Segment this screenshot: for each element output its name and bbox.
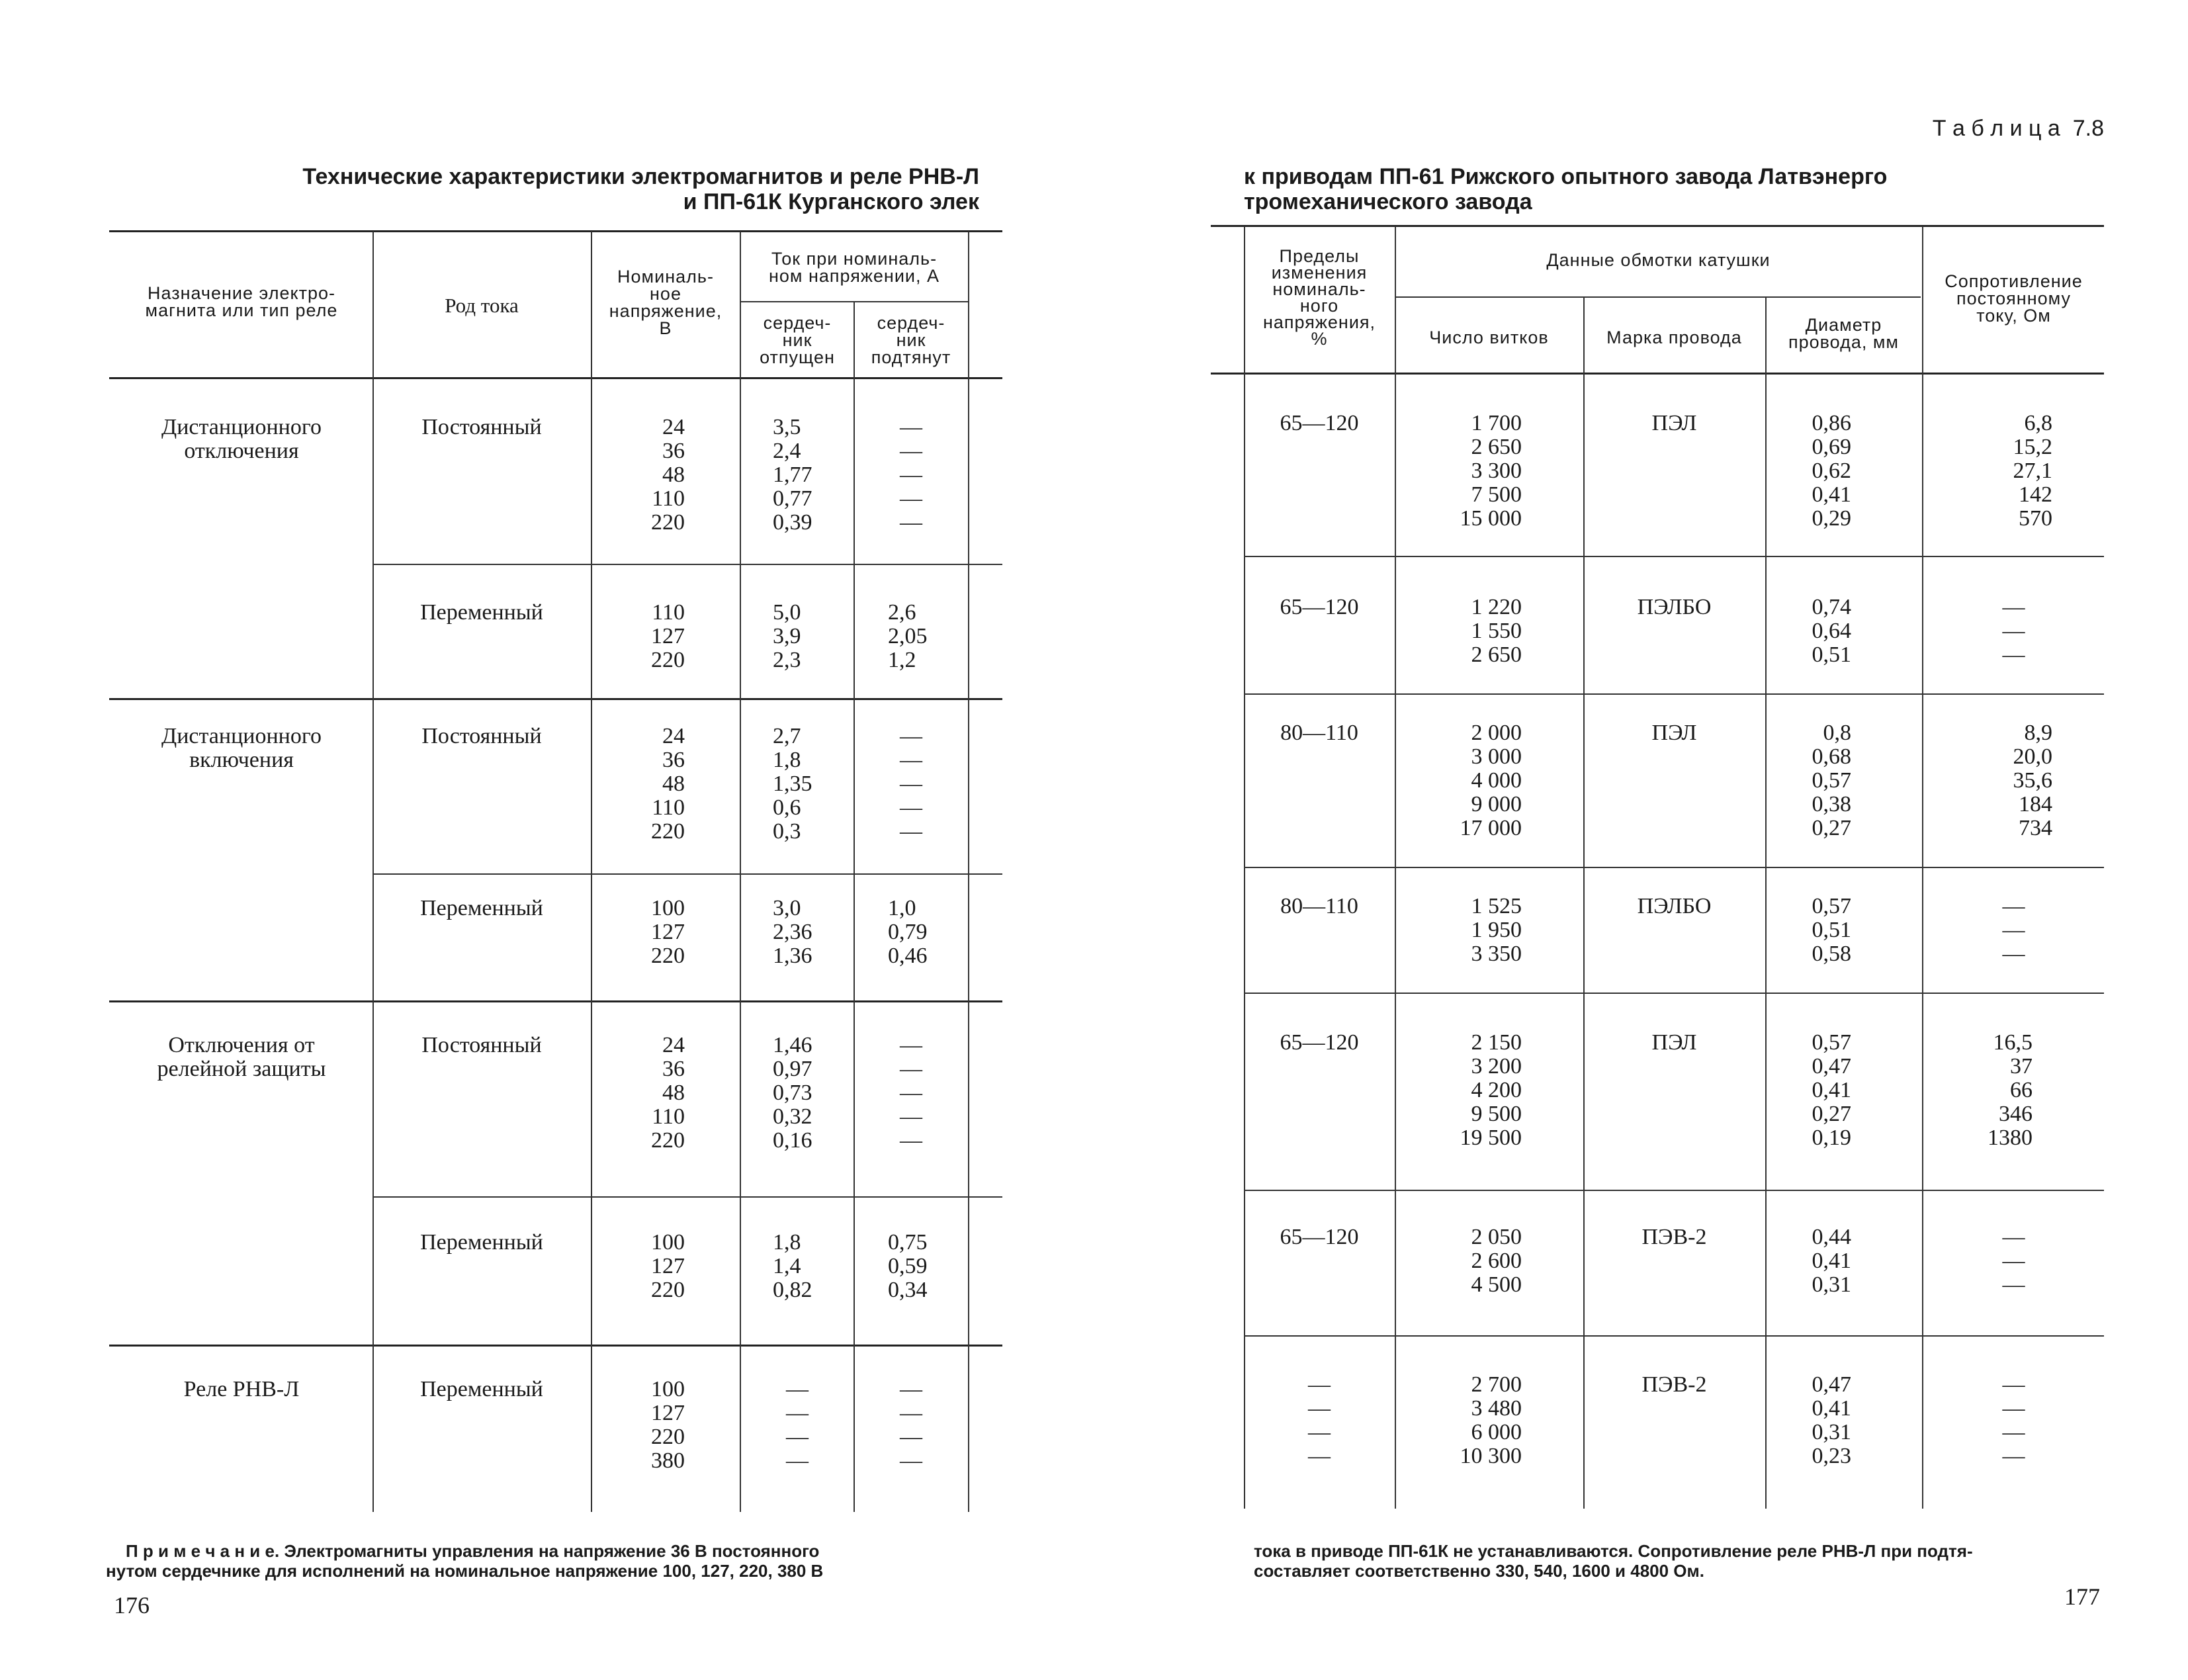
left-released-cell: 3,0 2,36 1,36 [773,896,812,968]
header-coil-data: Данные обмотки катушки [1546,250,1771,270]
right-turns-cell: 1 525 1 950 3 350 [1471,894,1522,966]
header-current-at-nominal: Ток при номиналь- ном напряжении, А [768,249,940,286]
left-title-line1: Технические характеристики электромагнитов и реле РНВ-Л [302,164,979,189]
header-turns: Число витков [1429,328,1549,347]
left-voltage-cell: 110 127 220 [651,600,685,672]
left-attracted-cell: 2,6 2,05 1,2 [888,600,928,672]
right-limits-cell: 65—120 [1280,1225,1359,1249]
left-title-line2: и ПП-61К Курганского элек [683,189,979,214]
right-limits-cell: — — — — [1308,1372,1331,1468]
left-current-cell: Постоянный [421,724,542,748]
left-voltage-cell: 24 36 48 110 220 [651,724,685,844]
right-diameter-cell: 0,44 0,41 0,31 [1812,1225,1851,1297]
right-resistance-cell: 16,5 37 66 346 1380 [1988,1030,2033,1150]
right-turns-cell: 2 000 3 000 4 000 9 000 17 000 [1460,721,1522,840]
right-note-line1: тока в приводе ПП-61К не устанавливаются. Сопротивление реле РНВ-Л при подтя- [1254,1541,1973,1561]
right-limits-cell: 65—120 [1280,1030,1359,1055]
left-current-cell: Постоянный [421,1033,542,1057]
header-limits: Пределы изменения номиналь- ного напряжения, % [1262,246,1376,349]
left-current-cell: Переменный [420,896,543,920]
left-purpose-cell: Реле РНВ-Л [183,1377,300,1401]
left-voltage-cell: 24 36 48 110 220 [651,1033,685,1153]
header-core-attracted: сердеч- ник подтянут [871,313,951,367]
left-purpose-cell: Дистанционного отключения [161,415,322,463]
left-attracted-cell: 0,75 0,59 0,34 [888,1230,928,1302]
left-page-number: 176 [114,1592,150,1618]
right-turns-cell: 1 700 2 650 3 300 7 500 15 000 [1460,411,1522,531]
right-diameter-cell: 0,86 0,69 0,62 0,41 0,29 [1812,411,1851,531]
header-wire-brand: Марка провода [1606,328,1742,347]
left-released-cell: 3,5 2,4 1,77 0,77 0,39 [773,415,812,535]
left-voltage-cell: 24 36 48 110 220 [651,415,685,535]
right-brand-cell: ПЭЛ [1651,1030,1697,1055]
header-core-released: сердеч- ник отпущен [760,313,835,367]
left-current-cell: Переменный [420,600,543,625]
right-brand-cell: ПЭВ-2 [1641,1372,1707,1397]
right-limits-cell: 65—120 [1280,411,1359,435]
left-current-cell: Постоянный [421,415,542,439]
header-purpose: Назначение электро- магнита или тип реле [145,283,338,320]
left-released-cell: 2,7 1,8 1,35 0,6 0,3 [773,724,812,844]
right-turns-cell: 2 150 3 200 4 200 9 500 19 500 [1460,1030,1522,1150]
right-resistance-cell: — — — — [2002,1372,2025,1468]
left-voltage-cell: 100 127 220 380 [651,1377,685,1473]
right-diameter-cell: 0,8 0,68 0,57 0,38 0,27 [1812,721,1851,840]
right-page-number: 177 [2064,1583,2100,1610]
right-resistance-cell: — — — [2002,894,2025,966]
left-attracted-cell: — — — — — [900,415,922,535]
right-limits-cell: 65—120 [1280,595,1359,619]
header-resistance: Сопротивление постоянному току, Ом [1945,271,2083,326]
left-voltage-cell: 100 127 220 [651,1230,685,1302]
left-purpose-cell: Дистанционного включения [161,724,322,772]
left-current-cell: Переменный [420,1377,543,1401]
right-note-line2: составляет соответственно 330, 540, 1600 и 4800 Ом. [1254,1561,1704,1581]
header-current-kind: Род тока [445,294,519,317]
right-turns-cell: 2 050 2 600 4 500 [1471,1225,1522,1297]
left-note-line1: П р и м е ч а н и е. Электромагниты управления на напряжение 36 В постоянного [126,1541,820,1561]
left-note-line2: нутом сердечнике для исполнений на номинальное напряжение 100, 127, 220, 380 В [106,1561,824,1581]
right-limits-cell: 80—110 [1280,894,1358,918]
right-resistance-cell: 8,9 20,0 35,6 184 734 [2013,721,2052,840]
right-brand-cell: ПЭЛБО [1637,894,1712,918]
left-attracted-cell: 1,0 0,79 0,46 [888,896,928,968]
table-label: Т а б л и ц а 7.8 [1932,116,2104,141]
right-resistance-cell: 6,8 15,2 27,1 142 570 [2013,411,2052,531]
right-title-line2: тромеханического завода [1244,189,1532,214]
right-title-line1: к приводам ПП-61 Рижского опытного завода Латвэнерго [1244,164,1888,189]
left-attracted-cell: — — — — — [900,724,922,844]
left-released-cell: 5,0 3,9 2,3 [773,600,801,672]
right-resistance-cell: — — — [2002,1225,2025,1297]
left-released-cell: 1,46 0,97 0,73 0,32 0,16 [773,1033,812,1153]
left-attracted-cell: — — — — [900,1377,922,1473]
left-released-cell: 1,8 1,4 0,82 [773,1230,812,1302]
right-limits-cell: 80—110 [1280,721,1358,745]
right-brand-cell: ПЭВ-2 [1641,1225,1707,1249]
left-voltage-cell: 100 127 220 [651,896,685,968]
right-brand-cell: ПЭЛ [1651,411,1697,435]
right-turns-cell: 2 700 3 480 6 000 10 300 [1460,1372,1522,1468]
header-wire-diameter: Диаметр провода, мм [1788,315,1899,352]
right-diameter-cell: 0,74 0,64 0,51 [1812,595,1851,667]
right-turns-cell: 1 220 1 550 2 650 [1471,595,1522,667]
right-diameter-cell: 0,57 0,47 0,41 0,27 0,19 [1812,1030,1851,1150]
header-nominal-voltage: Номиналь- ное напряжение, В [609,267,722,338]
right-brand-cell: ПЭЛ [1651,721,1697,745]
right-diameter-cell: 0,47 0,41 0,31 0,23 [1812,1372,1851,1468]
right-diameter-cell: 0,57 0,51 0,58 [1812,894,1851,966]
right-resistance-cell: — — — [2002,595,2025,667]
left-purpose-cell: Отключения от релейной защиты [157,1033,326,1081]
left-released-cell: — — — — [786,1377,809,1473]
right-brand-cell: ПЭЛБО [1637,595,1712,619]
left-attracted-cell: — — — — — [900,1033,922,1153]
left-current-cell: Переменный [420,1230,543,1255]
